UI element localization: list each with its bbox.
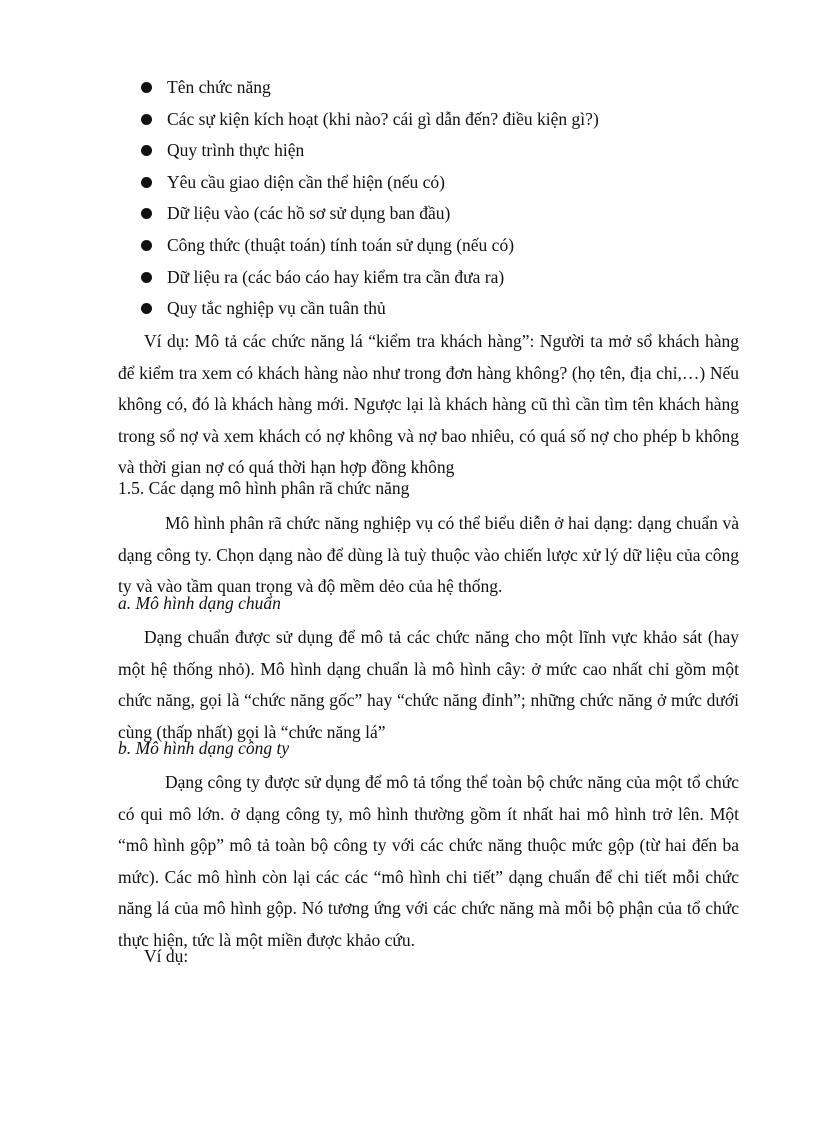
company-model-paragraph: Dạng công ty được sử dụng để mô tả tổng thể toàn bộ chức năng của một tổ chức có qui mô lớn. ở dạng công ty, mô hình thường gồm ít nhất hai mô hình trở lên. Một “mô hình gộp” mô tả toàn bộ công ty với các chức năng thuộc mức gộp (từ hai đến ba mức). Các mô hình còn lại các các “mô hình chi tiết” dạng chuẩn để chi tiết mỗi chức năng lá của mô hình gộp. Nó tương ứng với các chức năng mà mỗi bộ phận của tổ chức thực hiện, tức là một miền được khảo cứu. — [118, 772, 739, 950]
bullet-icon — [141, 272, 152, 283]
bullet-icon — [141, 208, 152, 219]
section-heading: 1.5. Các dạng mô hình phân rã chức năng — [118, 478, 410, 498]
subheading-standard-model: a. Mô hình dạng chuẩn — [118, 593, 281, 613]
bullet-icon — [141, 114, 152, 125]
standard-model-paragraph: Dạng chuẩn được sử dụng để mô tả các chức năng cho một lĩnh vực khảo sát (hay một hệ thống nhỏ). Mô hình dạng chuẩn là mô hình cây: ở mức cao nhất chỉ gồm một chức năng, gọi là “chức năng gốc” hay “chức năng đỉnh”; những chức năng ở mức dưới cùng (thấp nhất) gọi là “chức năng lá” — [118, 627, 739, 742]
example-paragraph: Ví dụ: Mô tả các chức năng lá “kiểm tra khách hàng”: Người ta mở sổ khách hàng để kiểm tra xem có khách hàng nào như trong đơn hàng không? (họ tên, địa chỉ,…) Nếu không có, đó là khách hàng mới. Ngược lại là khách hàng cũ thì cần tìm tên khách hàng trong sổ nợ và xem khách có nợ không và nợ bao nhiêu, có quá số nợ cho phép b không và thời gian nợ có quá thời hạn hợp đồng không — [118, 331, 739, 477]
list-item: Quy trình thực hiện — [0, 138, 816, 170]
list-item: Công thức (thuật toán) tính toán sử dụng (nếu có) — [0, 233, 816, 265]
list-item: Dữ liệu ra (các báo cáo hay kiểm tra cần đưa ra) — [0, 265, 816, 297]
bullet-icon — [141, 177, 152, 188]
bullet-icon — [141, 145, 152, 156]
list-item: Yêu cầu giao diện cần thể hiện (nếu có) — [0, 170, 816, 202]
subheading-company-model: b. Mô hình dạng công ty — [118, 738, 290, 758]
bullet-icon — [141, 82, 152, 93]
list-item: Các sự kiện kích hoạt (khi nào? cái gì dẫn đến? điều kiện gì?) — [0, 107, 816, 139]
bullet-icon — [141, 303, 152, 314]
function-attribute-list — [0, 75, 816, 328]
list-item: Dữ liệu vào (các hồ sơ sử dụng ban đầu) — [0, 201, 816, 233]
list-item: Tên chức năng — [0, 75, 816, 107]
example-label: Ví dụ: — [144, 946, 189, 966]
bullet-icon — [141, 240, 152, 251]
list-item: Quy tắc nghiệp vụ cần tuân thủ — [0, 296, 816, 328]
section-intro-paragraph: Mô hình phân rã chức năng nghiệp vụ có thể biểu diễn ở hai dạng: dạng chuẩn và dạng công ty. Chọn dạng nào để dùng là tuỳ thuộc vào chiến lược xử lý dữ liệu của công ty và vào tầm quan trọng và độ mềm dẻo của hệ thống. — [118, 513, 739, 596]
